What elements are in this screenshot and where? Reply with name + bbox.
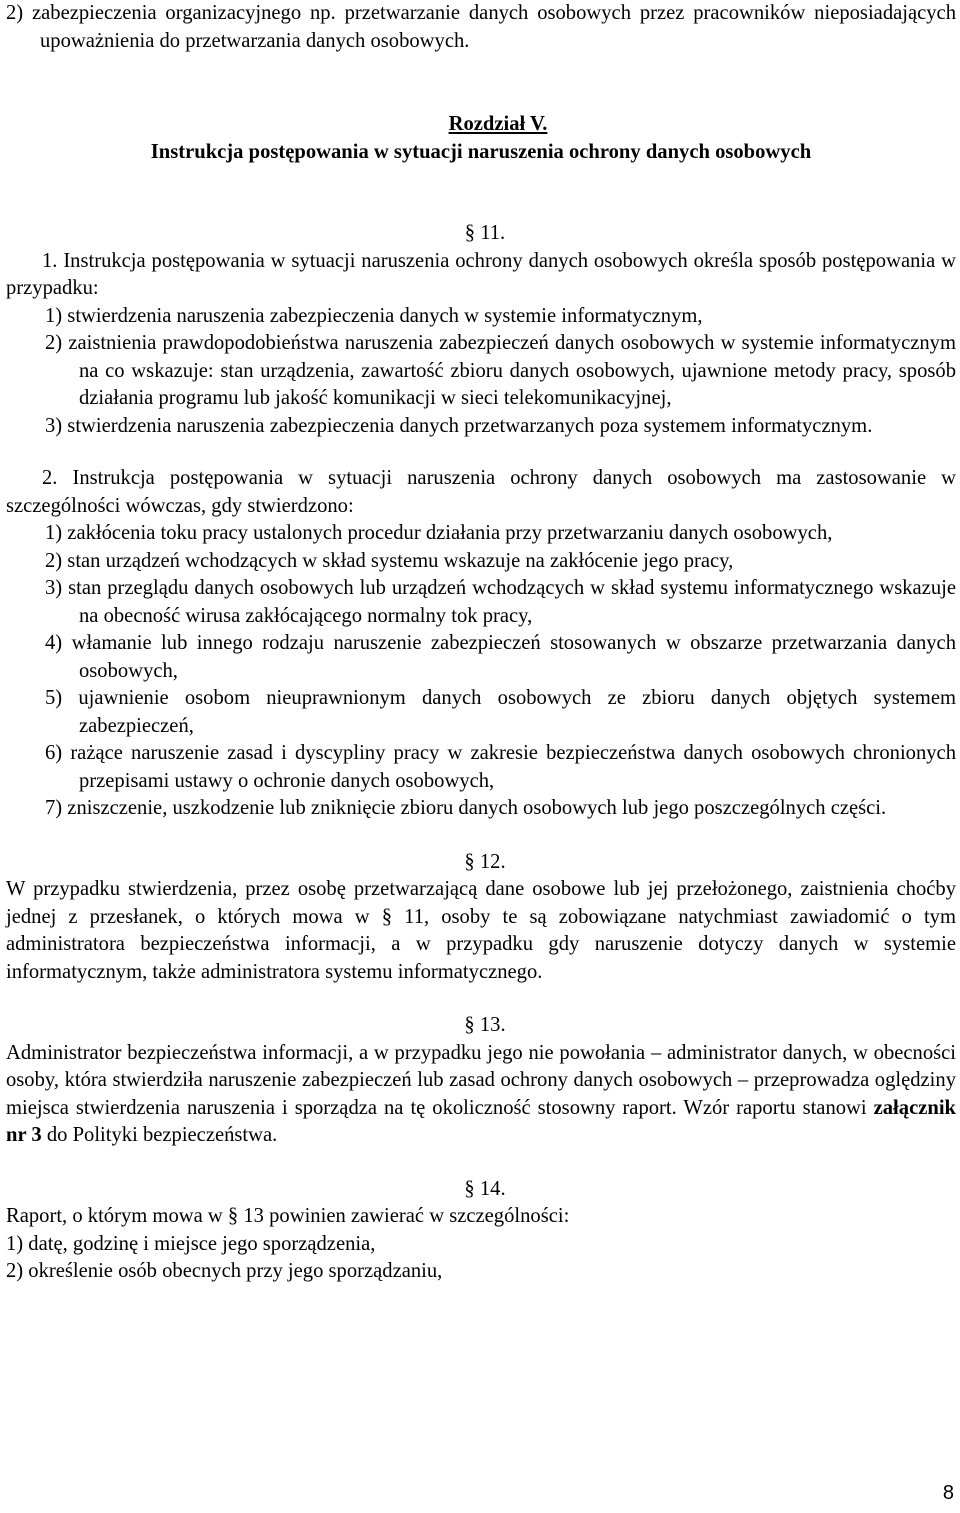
section-sign-11: § 11.	[464, 222, 506, 244]
list-item: 3) stan przeglądu danych osobowych lub urządzeń wchodzących w skład systemu informatycznego wskazuje na obecność wirusa zakłócającego normalny tok pracy,	[45, 577, 956, 627]
list-item: 6) rażące naruszenie zasad i dyscypliny pracy w zakresie bezpieczeństwa danych osobowych chronionych przepisami ustawy o ochronie danych osobowych,	[45, 742, 956, 792]
paragraph-11-1: 1. Instrukcja postępowania w sytuacji naruszenia ochrony danych osobowych określa sposób postępowania w przypadku:	[6, 249, 956, 299]
list-11-1	[6, 303, 956, 441]
list-item: 2) określenie osób obecnych przy jego sporządzaniu,	[6, 1260, 443, 1282]
list-item: 3) stwierdzenia naruszenia zabezpieczenia danych przetwarzanych poza systemem informatycznym.	[45, 414, 873, 437]
list-item: 1) datę, godzinę i miejsce jego sporządzenia,	[6, 1232, 376, 1255]
section-sign-13: § 13.	[464, 1014, 506, 1036]
section-sign-14: § 14.	[464, 1177, 506, 1200]
paragraph-14: Raport, o którym mowa w § 13 powinien zawierać w szczególności:	[6, 1205, 570, 1227]
list-11-2	[6, 520, 956, 823]
list-item: 2) zabezpieczenia organizacyjnego np. przetwarzanie danych osobowych przez pracowników nieposiadających upoważnienia do przetwarzania danych osobowych.	[6, 2, 956, 52]
document-page	[6, 0, 956, 1286]
chapter-title: Instrukcja postępowania w sytuacji naruszenia ochrony danych osobowych	[150, 140, 812, 163]
page-number: 8	[942, 1481, 954, 1504]
list-item: 4) włamanie lub innego rodzaju naruszenie zabezpieczeń stosowanych w obszarze przetwarzania danych osobowych,	[45, 632, 956, 682]
paragraph-13: Administrator bezpieczeństwa informacji, a w przypadku jego nie powołania – administrator danych, w obecności osoby, która stwierdziła naruszenie zabezpieczeń lub zasad ochrony danych osobowych – przeprowadza oględziny miejsca stwierdzenia naruszenia i sporządza na tę okoliczność stosowny raport. Wzór raportu stanowi załącznik nr 3 do Polityki bezpieczeństwa.	[6, 1041, 956, 1146]
list-item: 1) stwierdzenia naruszenia zabezpieczenia danych w systemie informatycznym,	[45, 304, 703, 327]
chapter-number: Rozdział V.	[448, 113, 548, 135]
section-sign-12: § 12.	[464, 850, 506, 873]
list-item: 5) ujawnienie osobom nieuprawnionym danych osobowych ze zbioru danych objętych systemem zabezpieczeń,	[45, 687, 956, 737]
list-item: 2) stan urządzeń wchodzących w skład systemu wskazuje na zakłócenie jego pracy,	[45, 549, 734, 572]
list-item: 1) zakłócenia toku pracy ustalonych procedur działania przy przetwarzaniu danych osobowych,	[45, 522, 833, 544]
list-item: 7) zniszczenie, uszkodzenie lub zniknięcie zbioru danych osobowych lub jego poszczególnych części.	[45, 797, 887, 819]
paragraph-12: W przypadku stwierdzenia, przez osobę przetwarzającą dane osobowe lub jej przełożonego, zaistnienia choćby jednej z przesłanek, o których mowa w § 11, osoby te są zobowiązane natychmiast zawiadomić o tym administratora bezpieczeństwa informacji, a w przypadku gdy naruszenie dotyczy danych w systemie informatycznym, także administratora systemu informatycznego.	[6, 878, 956, 983]
attachment-reference: załącznik nr 3	[6, 1096, 956, 1146]
paragraph-11-2: 2. Instrukcja postępowania w sytuacji naruszenia ochrony danych osobowych ma zastosowanie w szczególności wówczas, gdy stwierdzono:	[6, 467, 956, 517]
list-item: 2) zaistnienia prawdopodobieństwa naruszenia zabezpieczeń danych osobowych w systemie informatycznym na co wskazuje: stan urządzenia, zawartość zbioru danych osobowych, ujawnione metody pracy, sposób działania programu lub jakość komunikacji w sieci telekomunikacyjnej,	[45, 332, 956, 409]
